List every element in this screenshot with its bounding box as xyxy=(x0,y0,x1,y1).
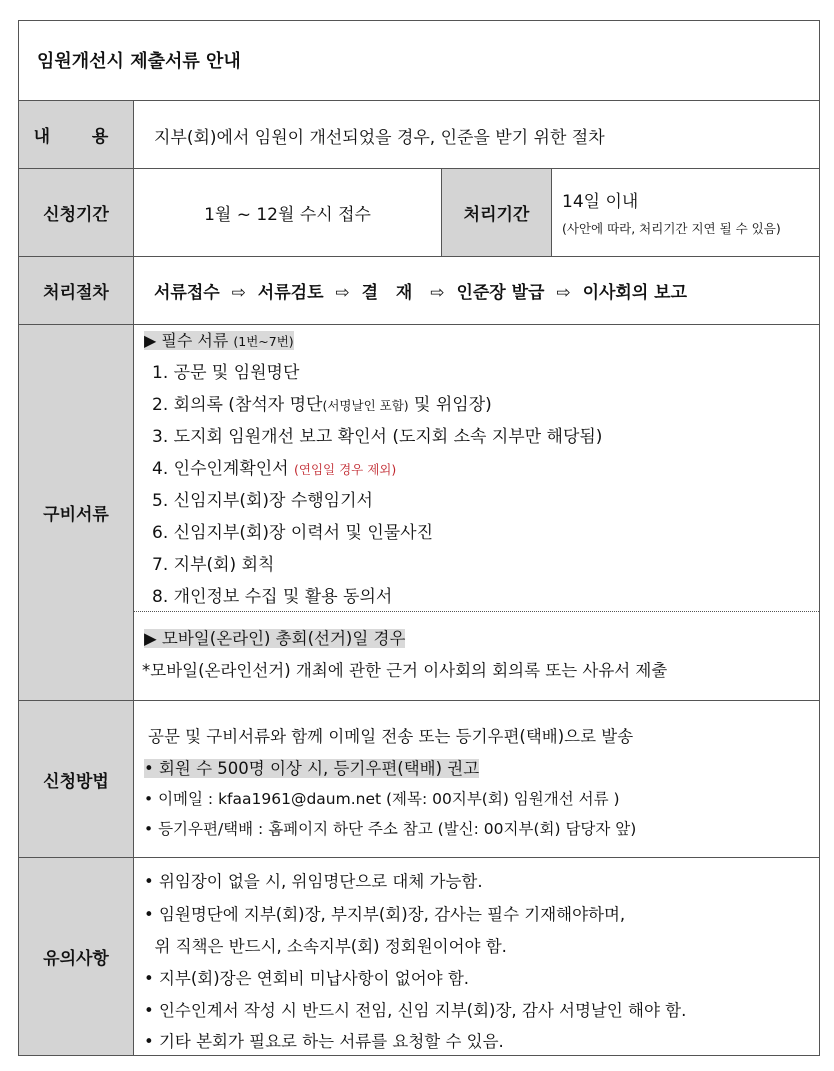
arrow-icon: ⇨ xyxy=(231,283,246,303)
row-cell-method xyxy=(134,701,819,857)
apply-period-value: 1월 ~ 12월 수시 접수 xyxy=(204,205,371,225)
list-item: 2. 회의록 (참석자 명단(서명날인 포함) 및 위임장) xyxy=(152,395,492,415)
method-bullet: • 등기우편/택배 : 홈페이지 하단 주소 참고 (발신: 00지부(회) 담당자 앞) xyxy=(144,820,637,838)
row-label-procedure: 처리절차 xyxy=(19,257,134,324)
list-item: 1. 공문 및 임원명단 xyxy=(152,363,300,383)
row-procedure xyxy=(19,256,819,324)
procedure-step: 서류검토 xyxy=(257,283,324,303)
row-cell-notes xyxy=(134,858,819,1055)
mobile-docs-header: ▶ 모바일(온라인) 총회(선거)일 경우 xyxy=(144,629,406,648)
page-title: 임원개선시 제출서류 안내 xyxy=(37,51,241,72)
note-line: • 지부(회)장은 연회비 미납사항이 없어야 함. xyxy=(144,969,470,988)
row-label-notes: 유의사항 xyxy=(19,858,134,1055)
method-bullet: • 이메일 : kfaa1961@daum.net (제목: 00지부(회) 임원개선 서류 ) xyxy=(144,790,620,808)
arrow-icon: ⇨ xyxy=(556,283,571,303)
note-line: 위 직책은 반드시, 소속지부(회) 정회원이어야 함. xyxy=(144,937,507,956)
note-line: • 위임장이 없을 시, 위임명단으로 대체 가능함. xyxy=(144,872,483,891)
row-cell-documents xyxy=(134,325,819,700)
list-item: 7. 지부(회) 회칙 xyxy=(152,555,275,575)
row-label-documents: 구비서류 xyxy=(19,325,134,700)
list-item: 6. 신임지부(회)장 이력서 및 인물사진 xyxy=(152,523,434,543)
process-period-note: (사안에 따라, 처리기간 지연 될 수 있음) xyxy=(562,221,781,236)
arrow-icon: ⇨ xyxy=(335,283,350,303)
row-method xyxy=(19,700,819,857)
row-content xyxy=(19,100,819,168)
row-label-apply-period: 신청기간 xyxy=(19,169,134,256)
document-table xyxy=(18,20,820,1056)
row-cell-content xyxy=(134,101,819,168)
mobile-docs-note: *모바일(온라인선거) 개최에 관한 근거 이사회의 회의록 또는 사유서 제출 xyxy=(142,661,668,680)
note-line: • 기타 본회가 필요로 하는 서류를 요청할 수 있음. xyxy=(144,1032,504,1051)
procedure-steps xyxy=(154,278,687,303)
note-line: • 임원명단에 지부(회)장, 부지부(회)장, 감사는 필수 기재해야하며, xyxy=(144,905,626,924)
arrow-icon: ⇨ xyxy=(430,283,445,303)
note-line: • 인수인계서 작성 시 반드시 전임, 신임 지부(회)장, 감사 서명날인 해야 함. xyxy=(144,1001,687,1020)
divider xyxy=(134,611,819,612)
procedure-step: 서류접수 xyxy=(154,283,220,303)
content-text: 지부(회)에서 임원이 개선되었을 경우, 인준을 받기 위한 절차 xyxy=(154,128,605,148)
process-period-label: 처리기간 xyxy=(441,169,552,256)
list-item: 3. 도지회 임원개선 보고 확인서 (도지회 소속 지부만 해당됨) xyxy=(152,427,603,447)
procedure-step: 이사회의 보고 xyxy=(582,283,688,303)
required-docs-header: ▶ 필수 서류 (1번~7번) xyxy=(144,331,294,350)
method-intro: 공문 및 구비서류와 함께 이메일 전송 또는 등기우편(택배)으로 발송 xyxy=(148,727,634,746)
procedure-step: 인준장 발급 xyxy=(456,283,545,303)
list-item: 8. 개인정보 수집 및 활용 동의서 xyxy=(152,587,393,607)
process-period-value: 14일 이내 xyxy=(562,192,639,212)
method-bullet: • 회원 수 500명 이상 시, 등기우편(택배) 권고 xyxy=(144,759,480,778)
row-label-content: 내 용 xyxy=(19,101,134,168)
row-documents xyxy=(19,324,819,700)
list-item: 5. 신임지부(회)장 수행임기서 xyxy=(152,491,373,511)
row-notes xyxy=(19,857,819,1055)
procedure-step: 결 재 xyxy=(361,283,419,303)
row-apply-period xyxy=(19,168,819,256)
list-item: 4. 인수인계확인서 (연임일 경우 제외) xyxy=(152,459,397,479)
row-cell-apply-period xyxy=(134,169,819,256)
row-cell-procedure xyxy=(134,257,819,324)
row-label-method: 신청방법 xyxy=(19,701,134,857)
